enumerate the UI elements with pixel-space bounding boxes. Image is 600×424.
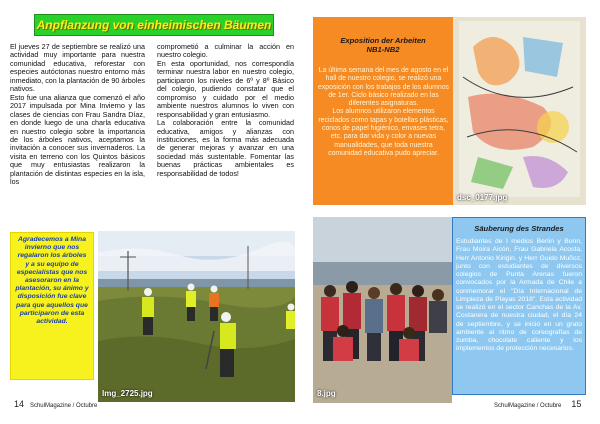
beach-cleanup-heading bbox=[452, 217, 586, 239]
exhibition-title-line2: NB1-NB2 bbox=[366, 45, 400, 54]
article-column-2 bbox=[157, 43, 294, 178]
page-footer-left bbox=[14, 399, 97, 409]
exhibition-photo bbox=[453, 17, 586, 205]
paragraph: En esta oportunidad, nos correspondía terminar nuestra labor en nuestro colegio, participaron los niveles de 6º y 8º Básico del colegio, pudiendo constatar que el compromiso y cuidado por el medio ambiente nuestros alumnos lo viven con responsabilidad y gran entusiasmo. bbox=[157, 58, 294, 119]
paragraph: La colaboración entre la comunidad educativa, amigos y alianzas con instituciones, es la forma más adecuada de generar mejoras y avanzar en una sociedad más sustentable. Fomentar las buenas prácticas ambientales es responsabilidad de todos! bbox=[157, 118, 294, 178]
page-number: 14 bbox=[14, 399, 25, 409]
photo-caption: dsc_0177.jpg bbox=[457, 193, 508, 202]
exhibition-title-line1: Exposition der Arbeiten bbox=[340, 36, 426, 45]
exhibition-text bbox=[318, 67, 449, 158]
beach-cleanup-photo bbox=[313, 217, 452, 403]
magazine-name: SchulMagazine / Octubre bbox=[494, 403, 562, 409]
tree-planting-photo bbox=[98, 231, 295, 402]
photo-caption: Img_2725.jpg bbox=[102, 389, 153, 398]
paragraph: comprometió a culminar la acción en nuestro colegio. bbox=[157, 42, 294, 60]
magazine-name: SchulMagazine / Octubre bbox=[29, 403, 98, 409]
beach-cleanup-text: Estudiantes de I medios Berlin y Bonn, Frau Moira Aicón, Frau Gabriela Acosta, Herr Antonio Kirigin. y Herr Guido Muñoz, junto con estudiantes de diversos colegios de Punta Arenas fueron convocados por la Armada de Chile a conmemorar el "Día Internacional de Limpieza de Playas 2018". Esta actividad se realizó en el sector Canchas de la Av. Costanera de nuestra ciudad, el día 24 de septiembre, y se inició en un grato ambiente al ritmo de coreografías de zumba, chocolate caliente y los implementos de protección necesarios. bbox=[456, 238, 582, 353]
paragraph: Los alumnos utilizaron elementos reciclados como tapas y botellas plásticas, conos de papel higiénico, envases tetra, etc. para dar vida y color a nuevas manualidades, que toda nuestra comunidad educativa pudo apreciar. bbox=[318, 108, 449, 157]
article-column-1 bbox=[10, 43, 145, 187]
thanks-box bbox=[10, 232, 94, 380]
paragraph: Esto fue una alianza que comenzó el año 2017 impulsada por Mina Invierno y las clases de ciencias con Frau Sandra Díaz, en donde luego de una charla educativa en nuestro colegio sobre la importancia de los árboles nativos, aceptamos la invitación a conocer sus invernaderos. La visita en terreno con los Quintos básicos que muy entusiastas realizaron la plantación de distintas especies en la isla, los bbox=[10, 92, 145, 187]
page-number: 15 bbox=[571, 399, 582, 409]
paragraph: La última semana del mes de agosto en el hall de nuestro colegio, se realizó una exposición con los trabajos de los alumnos de 1er. Ciclo básico realizado en las diferentes asignaturas. bbox=[318, 67, 449, 108]
thanks-text: Agradecemos a Mina invierno que nos regalaron los árboles y a su equipo de especialistas que nos asesoraron en la plantación, su ánimo y disposición fue clave para que aquellos que participaron de esta actividad. bbox=[15, 236, 89, 326]
article-title: Anpflanzung von einheimischen Bäumen bbox=[36, 18, 272, 32]
page-footer-right bbox=[494, 399, 581, 409]
beach-cleanup-title: Säuberung des Strandes bbox=[474, 223, 564, 233]
paragraph: El jueves 27 de septiembre se realizó una actividad muy importante para nuestra comunidad educativa, reforestar con especies autóctonas nuestro entorno más inmediato, con la plantación de 90 árboles nativos. bbox=[10, 42, 145, 94]
photo-caption: 8.jpg bbox=[317, 389, 336, 398]
article-title-bar bbox=[34, 14, 274, 36]
